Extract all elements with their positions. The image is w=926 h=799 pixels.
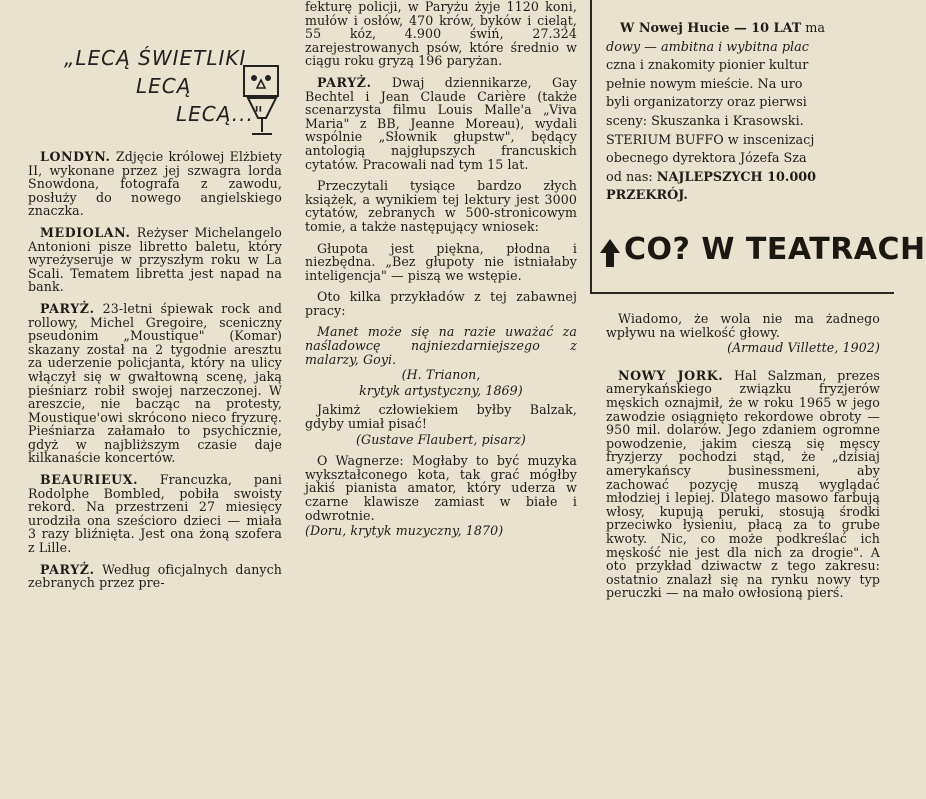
logo-line-1: „LECĄ ŚWIETLIKI <box>64 46 247 70</box>
quote-manet: Manet może się na razie uważać za naśladowcę najniezdarniejszego z malarzy, Goyi. <box>305 324 577 367</box>
quote-manet-author-role: krytyk artystyczny, 1869) <box>359 382 523 398</box>
column-left <box>28 0 282 598</box>
news-beaurieux: BEAURIEUX. Francuzka, pani Rodolphe Bombled, pobiła swoisty rekord. Na przestrzeni 27 miesięcy urodziła ona sześcioro dzieci — miała 3 razy bliźnięta. Jest ona żoną szofera z Lille. <box>28 472 282 556</box>
nowa-huta-notice: W Nowej Hucie — 10 LAT ma dowy — ambitna i wybitna plac czna i znakomity pionier kultur pełnie nowym mieście. Na uro byli organizatorzy oraz pierwsi sceny: Skuszanka i Krasowski. STERIUM BUFFO w inscenizacj obecnego dyrektora Józefa Sza od nas: NAJLEPSZYCH 10.000 PRZEKRÓJ. <box>606 21 826 204</box>
quote-balzac-author: (Gustave Flaubert, pisarz) <box>356 431 526 447</box>
quote-balzac: Jakimż człowiekiem byłby Balzak, gdyby umiał pisać! <box>305 402 577 432</box>
news-london: LONDYN. Zdjęcie królowej Elżbiety II, wykonane przez jej szwagra lorda Snowdona, fotografa z zawodu, posłuży do nowego angielskiego znaczka. <box>28 149 282 219</box>
logo-line-3: LECĄ..." <box>176 102 265 126</box>
column-middle <box>305 0 577 540</box>
quote-wagner: O Wagnerze: Mogłaby to być muzyka wykształconego kota, tak grać mógłby jakiś pianista amator, który uderza w czarne klawisze zamiast w białe i odwrotnie. <box>305 453 577 523</box>
news-paris-singer: PARYŻ. 23-letni śpiewak rock and rollowy, Michel Gregoire, sceniczny pseudonim „Moustique" (Komar) skazany został na 2 tygodnie aresztu za uderzenie policjanta, który na ulicy włączył się w gwałtowną scenę, jaką pieśniarz robił swojej narzeczonej. W areszcie, nie bacząc na protesty, Moustique'owi skrócono nieco fryzurę. Pieśniarza załamało to psychicznie, gdyż w najbliższym czasie daje kilkanaście koncertów. <box>28 300 282 466</box>
section-heading-teatr: CO? W TEATRACH <box>600 232 926 267</box>
column-right <box>606 312 880 608</box>
news-paris-dictionary: PARYŻ. Dwaj dziennikarze, Gay Bechtel i Jean Claude Carière (także scenarzysta filmu Louis Malle'a „Viva Maria" z BB, Jeanne Moreau), wydali wspólnie „Słownik głupstw", będący antologią najgłupszych francuskich cytatów. Pracowali nad tym 15 lat. <box>305 74 577 172</box>
quote-manet-author: (H. Trianon, <box>401 367 481 383</box>
animals-continued: fekturę policji, w Paryżu żyje 1120 koni, mułów i osłów, 470 krów, byków i cieląt, 55 kóz, 4.900 świń, 27.324 zarejestrowanych psów, które średnio w ciągu roku gryzą 196 paryżan. <box>305 0 577 69</box>
logo-line-2: LECĄ <box>136 74 192 98</box>
quote-head-size-author: (Armaud Villette, 1902) <box>727 340 880 356</box>
news-new-york: NOWY JORK. Hal Salzman, prezes amerykańskiego związku fryzjerów męskich oznajmił, że w roku 1965 w jego zawodzie osiągnięto rekordowe obroty — 950 mil. dolarów. Jego zdaniem ogromne powodzenie, jakim cieszą się męscy fryzjerzy pochodzi stąd, że „dzisiaj amerykańscy businessmeni, aby zachować pozycję muszą wyglądać młodziej i lepiej. Dlatego masowo farbują włosy, kupują peruki, stosują środki przeciwko łysieniu, płacą za to grube kwoty. Nic, co może podkreślać ich męskość nie jest dla nich za drogie". A oto przykład dziwactw z tego zakresu: ostatnio znalazł się na rynku nowy typ peruczki — na mało owłosioną pierś. <box>606 367 880 601</box>
column-logo <box>28 0 282 150</box>
dictionary-conclusion: Głupota jest piękna, płodna i niezbędna. „Bez głupoty nie istniałaby inteligencja" — piszą we wstępie. <box>305 240 577 283</box>
dictionary-examples-intro: Oto kilka przykładów z tej zabawnej pracy: <box>305 289 577 318</box>
firefly-face-icon <box>240 58 284 140</box>
news-paris-animals: PARYŻ. Według oficjalnych danych zebranych przez pre- <box>28 561 282 591</box>
up-arrow-icon <box>600 239 620 253</box>
quote-wagner-author: (Doru, krytyk muzyczny, 1870) <box>305 523 504 539</box>
news-milan: MEDIOLAN. Reżyser Michelangelo Antonioni pisze libretto baletu, który wyreżyseruje w przyszłym roku w La Scali. Tematem libretta jest napad na bank. <box>28 224 282 295</box>
quote-head-size: Wiadomo, że wola nie ma żadnego wpływu na wielkość głowy. <box>606 311 880 340</box>
dictionary-reading: Przeczytali tysiące bardzo złych książek, a wynikiem tej lektury jest 3000 cytatów, zebranych w 500-stronicowym tomie, a także następujący wniosek: <box>305 178 577 234</box>
